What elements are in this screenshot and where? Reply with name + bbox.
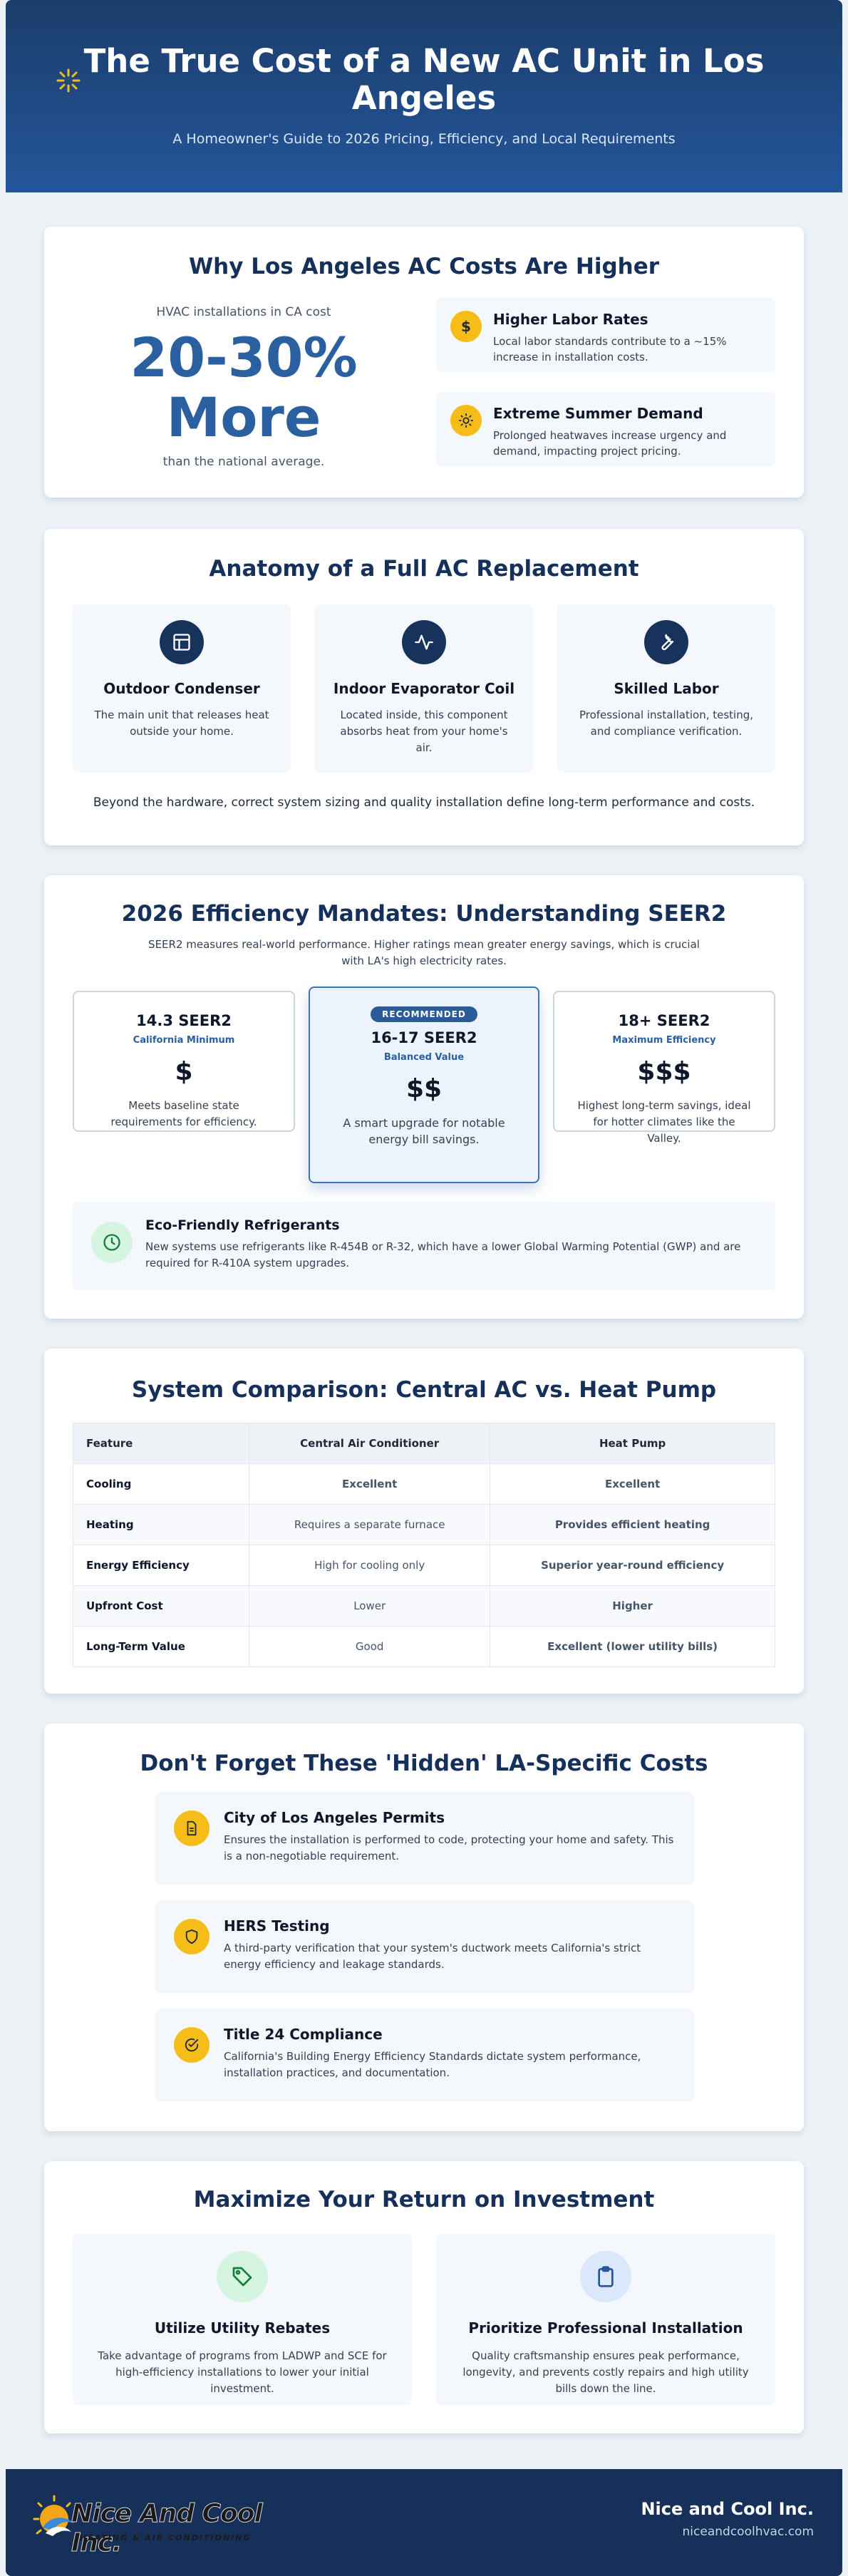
page: [6, 0, 842, 2576]
footer-contact: [641, 2499, 814, 2539]
tier-tag: Balanced Value: [383, 1052, 465, 1063]
comparison-table: [73, 1423, 775, 1667]
hidden-cost-desc: Ensures the installation is performed to code, protecting your home and safety. This is a non-negotiable requirement.: [224, 1833, 674, 1863]
stat-lead: HVAC installations in CA cost: [156, 305, 331, 319]
hidden-cost-desc: California's Building Energy Efficiency Standards dictate system performance, installation practices, and documentation.: [224, 2050, 641, 2079]
section-title: Don't Forget These 'Hidden' LA-Specific Costs: [140, 1751, 708, 1776]
tier-tag: California Minimum: [133, 1035, 235, 1046]
logo-subtitle: HEATING & AIR CONDITIONING: [80, 2533, 252, 2542]
ac-cell: Lower: [249, 1586, 490, 1627]
roi-title: Utilize Utility Rebates: [154, 2319, 331, 2337]
dollar-icon: $: [450, 311, 482, 342]
part-title: Indoor Evaporator Coil: [333, 680, 515, 697]
clipboard-icon: [580, 2251, 631, 2302]
hp-cell: Provides efficient heating: [490, 1505, 775, 1545]
roi-section: [44, 2161, 804, 2433]
footer-website-link[interactable]: niceandcoolhvac.com: [682, 2525, 814, 2539]
hidden-costs-section: [44, 1724, 804, 2131]
refrigerant-icon: [91, 1222, 133, 1263]
table-row: [73, 1545, 775, 1586]
condenser-icon: [160, 620, 204, 664]
footer: [6, 2469, 842, 2576]
part-desc: Professional installation, testing, and compliance verification.: [579, 709, 754, 738]
hidden-cost-desc: A third-party verification that your system's ductwork meets California's strict energy efficiency and leakage standards.: [224, 1942, 641, 1971]
table-row: [73, 1505, 775, 1545]
anatomy-footnote: Beyond the hardware, correct system sizing and quality installation define long-term performance and costs.: [93, 795, 755, 810]
part-title: Outdoor Condenser: [103, 680, 260, 697]
comparison-section: [44, 1349, 804, 1694]
tier-desc: Highest long-term savings, ideal for hotter climates like the Valley.: [577, 1099, 751, 1145]
hp-cell: Superior year-round efficiency: [490, 1545, 775, 1586]
column-header: Central Air Conditioner: [249, 1423, 490, 1464]
factor-title: Higher Labor Rates: [493, 311, 648, 328]
table-row: [73, 1586, 775, 1627]
hero-header: [6, 0, 842, 192]
roi-desc: Quality craftsmanship ensures peak performance, longevity, and prevents costly repairs and high utility bills down the line.: [462, 2349, 749, 2395]
table-row: [73, 1464, 775, 1505]
part-evaporator-coil: [315, 604, 533, 773]
roi-utility-rebates: [73, 2234, 412, 2405]
ac-cell: High for cooling only: [249, 1545, 490, 1586]
page-subtitle: A Homeowner's Guide to 2026 Pricing, Efficiency, and Local Requirements: [172, 131, 676, 147]
part-skilled-labor: [557, 604, 775, 773]
efficiency-intro: SEER2 measures real-world performance. Higher ratings mean greater energy savings, which is crucial with LA's high electricity rates.: [148, 938, 700, 967]
feature-cell: Upfront Cost: [73, 1586, 249, 1627]
hp-cell: Higher: [490, 1586, 775, 1627]
table-header-row: [73, 1423, 775, 1464]
shield-icon: [174, 1919, 210, 1954]
wrench-icon: [644, 620, 688, 664]
why-costs-higher-section: [44, 227, 804, 498]
hidden-cost-title: Title 24 Compliance: [224, 2026, 383, 2043]
eco-title: Eco-Friendly Refrigerants: [145, 1217, 340, 1233]
feature-cell: Long-Term Value: [73, 1627, 249, 1667]
tier-desc: Meets baseline state requirements for efficiency.: [110, 1099, 257, 1128]
sun-icon: [450, 405, 482, 436]
logo-text: Nice And Cool Inc.: [71, 2499, 262, 2557]
ac-cell: Good: [249, 1627, 490, 1667]
part-desc: Located inside, this component absorbs heat from your home's air.: [340, 709, 508, 754]
eco-desc: New systems use refrigerants like R-454B or R-32, which have a lower Global Warming Potential (GWP) and are required for R-410A system upgrades.: [145, 1240, 741, 1269]
ac-cell: Requires a separate furnace: [249, 1505, 490, 1545]
tier-name: 16-17 SEER2: [371, 1029, 477, 1046]
company-logo[interactable]: [27, 2489, 312, 2557]
tier-cost: $: [175, 1057, 193, 1086]
tier-tag: Maximum Efficiency: [612, 1035, 716, 1046]
tier-desc: A smart upgrade for notable energy bill savings.: [343, 1116, 505, 1146]
factor-desc: Local labor standards contribute to a ~15% increase in installation costs.: [493, 335, 727, 364]
stat-tail: than the national average.: [162, 455, 325, 469]
tier-cost: $$$: [637, 1057, 691, 1086]
tier-california-minimum: [73, 991, 295, 1132]
document-icon: [174, 1810, 210, 1846]
factor-title: Extreme Summer Demand: [493, 405, 703, 422]
factor-summer-demand: [436, 392, 775, 466]
stat-value: 20-30% More: [130, 326, 358, 449]
roi-title: Prioritize Professional Installation: [468, 2319, 743, 2337]
feature-cell: Cooling: [73, 1464, 249, 1505]
ac-cell: Excellent: [249, 1464, 490, 1505]
section-title: 2026 Efficiency Mandates: Understanding SEER2: [121, 901, 727, 927]
section-title: Maximize Your Return on Investment: [193, 2187, 655, 2212]
column-header: Feature: [73, 1423, 249, 1464]
feature-cell: Energy Efficiency: [73, 1545, 249, 1586]
check-circle-icon: [174, 2027, 210, 2063]
table-row: [73, 1627, 775, 1667]
part-desc: The main unit that releases heat outside your home.: [94, 709, 269, 738]
cost-stat: [87, 305, 400, 469]
page-title: The True Cost of a New AC Unit in Los Angeles: [83, 42, 765, 117]
tier-name: 18+ SEER2: [618, 1012, 710, 1029]
pulse-icon: [402, 620, 446, 664]
column-header: Heat Pump: [490, 1423, 775, 1464]
hidden-cost-title: City of Los Angeles Permits: [224, 1809, 445, 1826]
roi-desc: Take advantage of programs from LADWP and SCE for high-efficiency installations to lower your initial investment.: [98, 2349, 387, 2395]
part-outdoor-condenser: [73, 604, 291, 773]
part-title: Skilled Labor: [614, 680, 719, 697]
hidden-cost-title: HERS Testing: [224, 1917, 330, 1934]
tier-cost: $$: [405, 1074, 443, 1103]
section-title: Why Los Angeles AC Costs Are Higher: [188, 254, 660, 279]
eco-refrigerants: [73, 1202, 775, 1290]
efficiency-section: [44, 875, 804, 1319]
factor-desc: Prolonged heatwaves increase urgency and demand, impacting project pricing.: [493, 429, 727, 458]
roi-professional-installation: [436, 2234, 775, 2405]
section-title: System Comparison: Central AC vs. Heat Pump: [131, 1377, 717, 1403]
tag-icon: [217, 2251, 268, 2302]
tier-maximum-efficiency: [553, 991, 775, 1145]
footer-company-name: Nice and Cool Inc.: [641, 2499, 814, 2519]
tier-balanced-value: [309, 986, 539, 1183]
hp-cell: Excellent (lower utility bills): [490, 1627, 775, 1667]
anatomy-section: [44, 529, 804, 845]
hidden-cost-permits: [155, 1792, 694, 1885]
hidden-cost-title-24: [155, 2009, 694, 2101]
section-title: Anatomy of a Full AC Replacement: [209, 556, 639, 582]
hidden-cost-hers-testing: [155, 1900, 694, 1993]
feature-cell: Heating: [73, 1505, 249, 1545]
tier-name: 14.3 SEER2: [136, 1012, 232, 1029]
recommended-badge: RECOMMENDED: [371, 1006, 477, 1022]
factor-labor-rates: [436, 298, 775, 372]
hp-cell: Excellent: [490, 1464, 775, 1505]
